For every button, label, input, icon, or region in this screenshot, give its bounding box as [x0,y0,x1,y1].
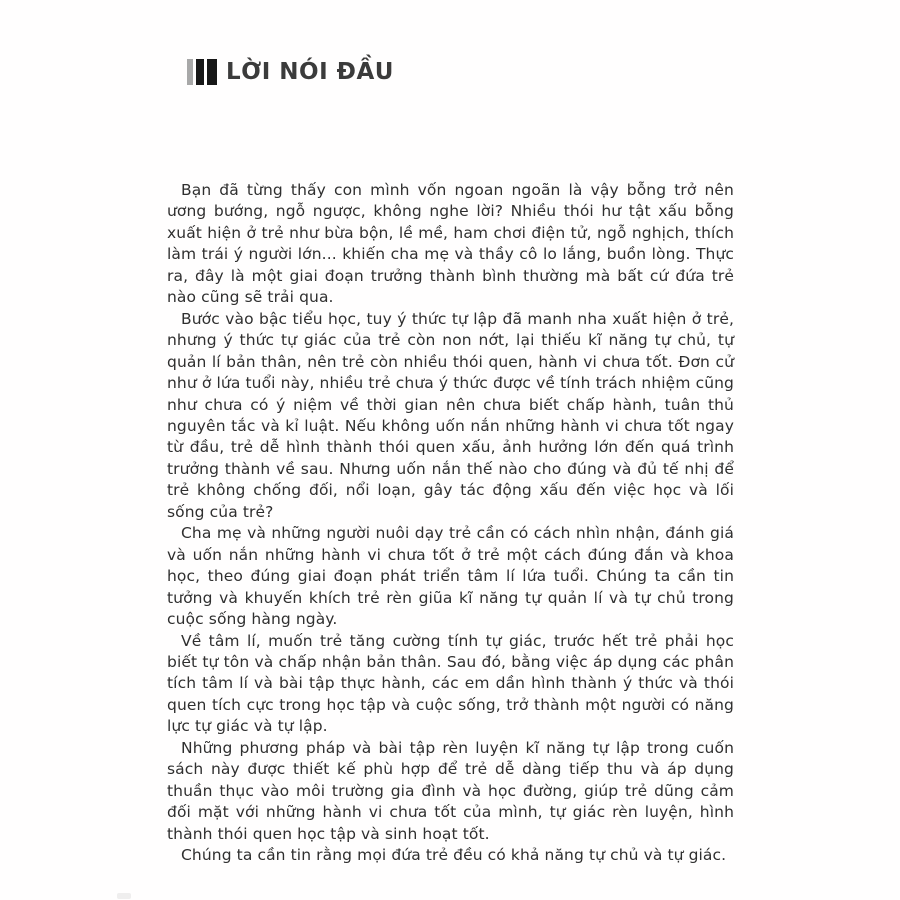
paragraph-4: Về tâm lí, muốn trẻ tăng cường tính tự giác, trước hết trẻ phải học biết tự tôn và chấp nhận bản thân. Sau đó, bằng việc áp dụng các phân tích tâm lí và bài tập thực hành, các em dần hình thành ý thức và thói quen tích cực trong học tập và cuộc sống, trở thành một người có năng lực tự giác và tự lập. [167,631,734,736]
preface-text [167,180,734,867]
section-header [187,58,394,86]
paragraph-6: Chúng ta cần tin rằng mọi đứa trẻ đều có khả năng tự chủ và tự giác. [181,846,727,865]
section-marker-bars-icon [187,59,217,85]
bar-black-1 [196,59,204,85]
bar-black-2 [207,59,217,85]
paragraph-1: Bạn đã từng thấy con mình vốn ngoan ngoãn là vậy bỗng trở nên ương bướng, ngỗ ngược, không nghe lời? Nhiều thói hư tật xấu bỗng xuất hiện ở trẻ như bừa bộn, lề mề, ham chơi điện tử, ngỗ nghịch, thích làm trái ý người lớn... khiến cha mẹ và thầy cô lo lắng, buồn lòng. Thực ra, đây là một giai đoạn trưởng thành bình thường mà bất cứ đứa trẻ nào cũng sẽ trải qua. [167,181,734,307]
paragraph-3: Cha mẹ và những người nuôi dạy trẻ cần có cách nhìn nhận, đánh giá và uốn nắn những hành vi chưa tốt ở trẻ một cách đúng đắn và khoa học, theo đúng giai đoạn phát triển tâm lí lứa tuổi. Chúng ta cần tin tưởng và khuyến khích trẻ rèn giũa kĩ năng tự quản lí và tự chủ trong cuộc sống hàng ngày. [167,524,734,629]
paragraph-5: Những phương pháp và bài tập rèn luyện kĩ năng tự lập trong cuốn sách này được thiết kế phù hợp để trẻ dễ dàng tiếp thu và áp dụng thuần thục vào môi trường gia đình và học đường, giúp trẻ dũng cảm đối mặt với những hành vi chưa tốt của mình, tự giác rèn luyện, hình thành thói quen học tập và sinh hoạt tốt. [167,738,734,843]
page-smudge-artifact [117,893,131,899]
bar-gray [187,59,193,85]
paragraph-2: Bước vào bậc tiểu học, tuy ý thức tự lập đã manh nha xuất hiện ở trẻ, nhưng ý thức tự giác của trẻ còn non nớt, lại thiếu kĩ năng tự chủ, tự quản lí bản thân, nên trẻ còn nhiều thói quen, hành vi chưa tốt. Đơn cử như ở lứa tuổi này, nhiều trẻ chưa ý thức được về tính trách nhiệm cũng như chưa có ý niệm về thời gian nên chưa biết chấp hành, tuân thủ nguyên tắc và kỉ luật. Nếu không uốn nắn những hành vi chưa tốt ngay từ đầu, trẻ dễ hình thành thói quen xấu, ảnh hưởng lớn đến quá trình trưởng thành về sau. Nhưng uốn nắn thế nào cho đúng và đủ tế nhị để trẻ không chống đối, nổi loạn, gây tác động xấu đến việc học và lối sống của trẻ? [167,309,734,521]
page-title: LỜI NÓI ĐẦU [226,59,394,85]
